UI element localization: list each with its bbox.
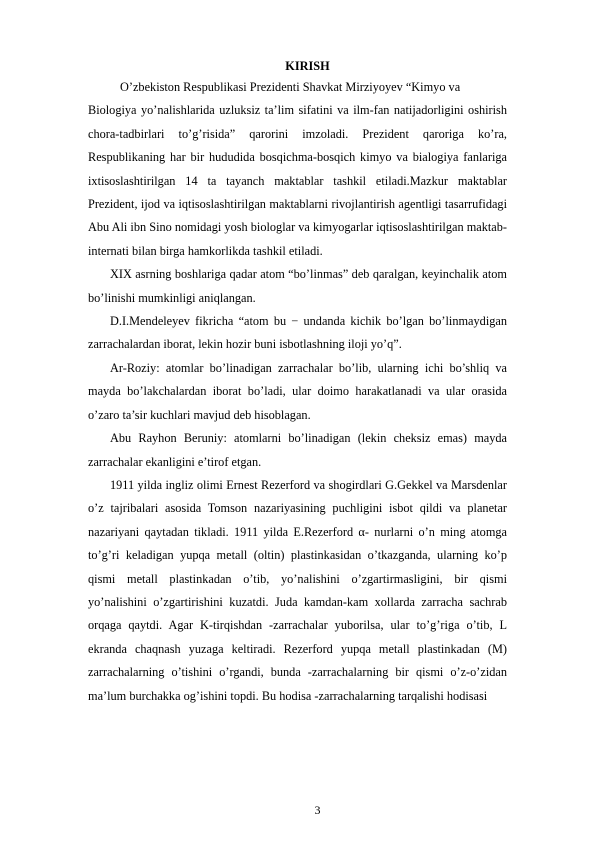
- intro-lead-line: O’zbekiston Respublikasi Prezidenti Shavkat Mirziyoyev “Kimyo va: [120, 80, 461, 94]
- paragraph-rutherford: 1911 yilda ingliz olimi Ernest Rezerford va shogirdlari G.Gekkel va Marsdenlar o’z tajribalari asosida Tomson nazariyasining puchligini isbot qildi va planetar nazariyani qaytadan tikladi. 1911 yilda E.Rezerford α- nurlarni o’n ming atomga to’g’ri keladigan yupqa metall (oltin) plastinkasidan o’tkazganda, ularning ko’p qismi metall plastinkadan o’tib, yo’nalishini o’zgartirmasligini, bir qismi yo’nalishini o’zgartirishini kuzatdi. Juda kamdan-kam xollarda zarracha sachrab orqaga qaytdi. Agar K-tirqishdan -zarrachalar yuborilsa, ular to’g’riga o’tib, L ekranda chaqnash yuzaga keltiradi. Rezerford yupqa metall plastinkadan (M) zarrachalarning o’tishini o’rgandi, bunda -zarrachalarning bir qismi o’z-o’zidan ma’lum burchakka og’ishini topdi. Bu hodisa -zarrachalarning tarqalishi hodisasi: [88, 477, 507, 703]
- document-page: [88, 56, 507, 708]
- paragraph-mendeleyev: D.I.Mendeleyev fikricha “atom bu − undanda kichik bo’lgan bo’linmaydigan zarrachalardan iborat, lekin hozir buni isbotlashning iloji yo’q”.: [88, 314, 507, 352]
- paragraph-ar-roziy: Ar-Roziy: atomlar bo’linadigan zarrachalar bo’lib, ularning ichi bo’shliq va mayda bo’lakchalardan iborat bo’ladi, ular doimo harakatlanadi va ular orasida o’zaro ta’sir kuchlari mavjud deb hisoblagan.: [88, 360, 507, 422]
- page-number: 3: [314, 803, 321, 817]
- paragraph-atom-indivisible: XIX asrning boshlariga qadar atom “bo’linmas” deb qaralgan, keyinchalik atom bo’linishi mumkinligi aniqlangan.: [88, 267, 507, 305]
- paragraph-decree: Biologiya yo’nalishlarida uzluksiz ta’lim sifatini va ilm-fan natijadorligini oshirish chora-tadbirlari to’g’risida” qarorini imzoladi. Prezident qaroriga ko’ra, Respublikaning har bir hududida bosqichma-bosqich kimyo va bialogiya fanlariga ixtisoslashtirilgan 14 ta tayanch maktablar tashkil etiladi.Mazkur maktablar Prezident, ijod va iqtisoslashtirilgan maktablarni rivojlantirish agentligi tasarrufidagi Abu Ali ibn Sino nomidagi yosh biologlar va kimyogarlar iqtisoslashtirilgan maktab-internati bilan birga hamkorlikda tashkil etiladi.: [88, 103, 507, 258]
- paragraph-beruniy: Abu Rayhon Beruniy: atomlarni bo’linadigan (lekin cheksiz emas) mayda zarrachalar ekanligini e’tirof etgan.: [88, 431, 507, 469]
- section-title: KIRISH: [285, 59, 330, 73]
